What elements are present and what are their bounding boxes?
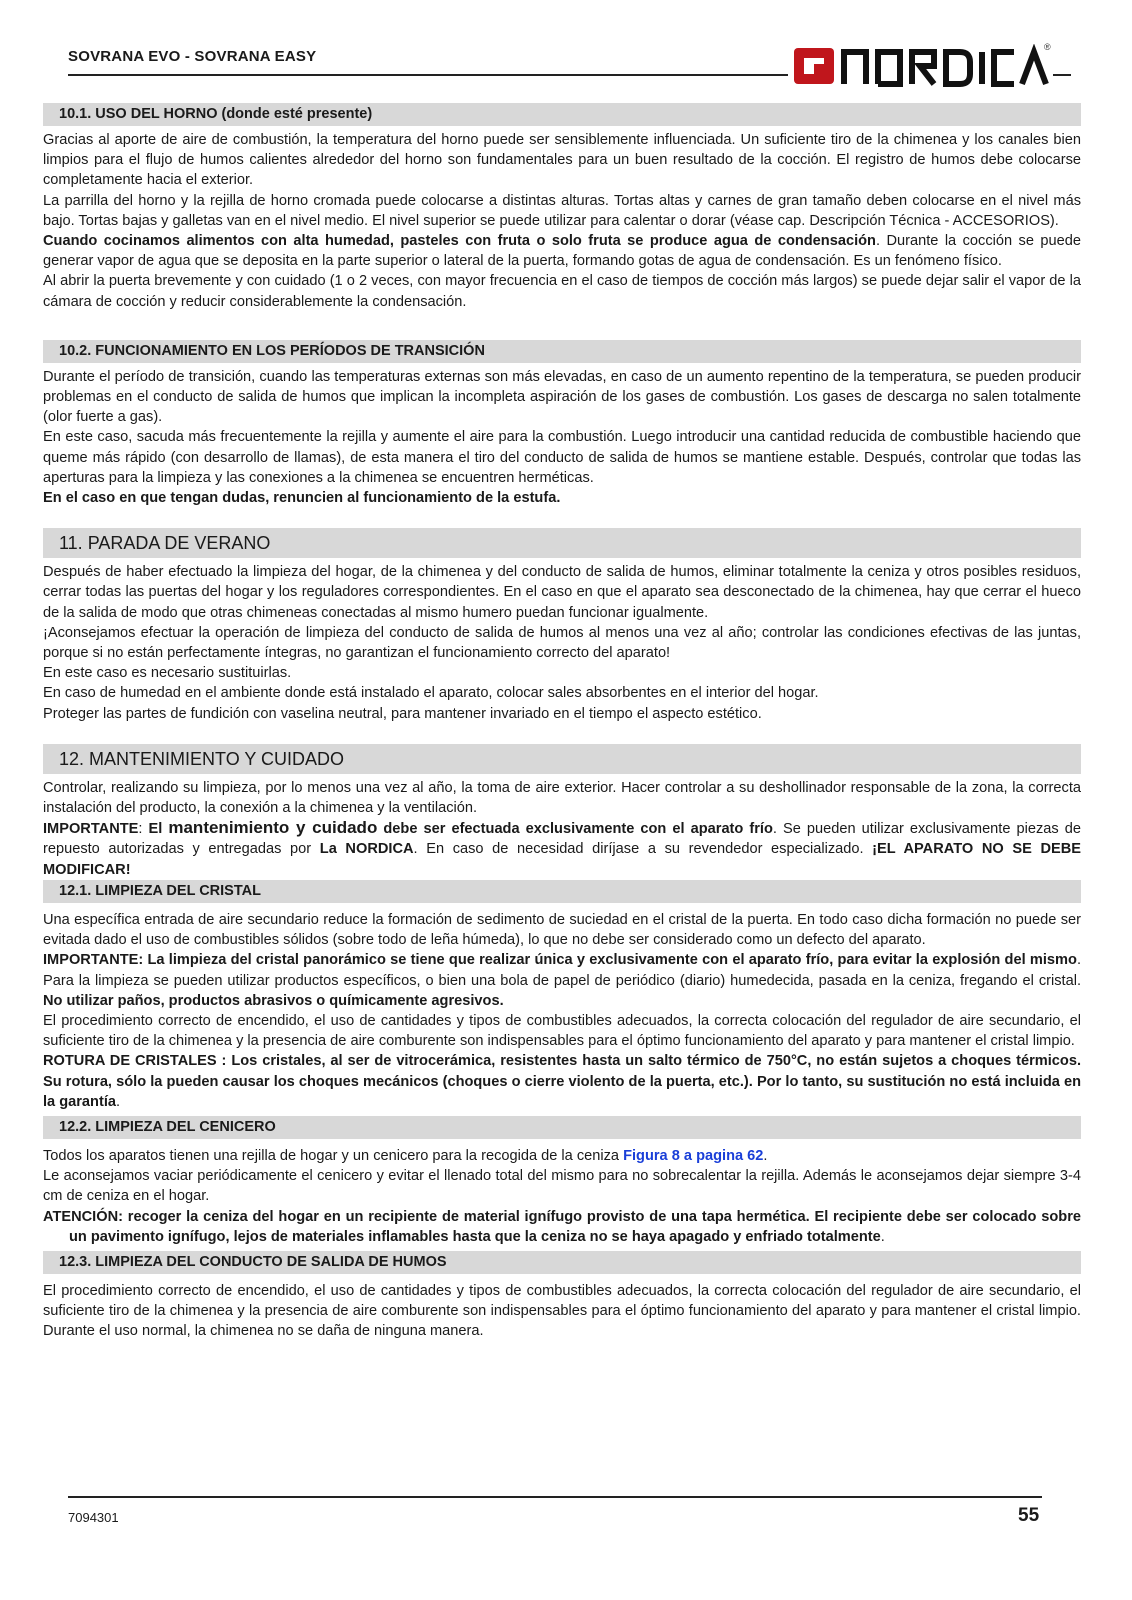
section-heading-11: 11. PARADA DE VERANO: [43, 528, 1081, 558]
paragraph: Cuando cocinamos alimentos con alta humedad, pasteles con fruta o solo fruta se produce agua de condensación. Durante la cocción se puede generar vapor de agua que se deposita en la parte superior o lateral de la puerta, formando gotas de agua de condensación. Es un fenómeno físico.: [43, 233, 1081, 270]
paragraph: En caso de humedad en el ambiente donde está instalado el aparato, colocar sales absorbentes en el interior del hogar.: [43, 685, 819, 702]
paragraph: La parrilla del horno y la rejilla de horno cromada puede colocarse a distintas alturas. Tortas altas y carnes de gran tamaño deben colocarse en el nivel más bajo. Tortas bajas y galletas van en el nivel medio. El nivel superior se puede utilizar para calentar o dorar (véase cap. Descripción Técnica - ACCESORIOS).: [43, 192, 1081, 229]
footer-rule: [68, 1496, 1042, 1498]
paragraph: Proteger las partes de fundición con vaselina neutral, para mantener invariado en el tiempo el aspecto estético.: [43, 705, 762, 722]
section-heading-12-2: 12.2. LIMPIEZA DEL CENICERO: [43, 1116, 1081, 1139]
paragraph: Le aconsejamos vaciar periódicamente el cenicero y evitar el llenado total del mismo para no sobrecalentar la rejilla. Además le aconsejamos dejar siempre 3-4 cm de ceniza en el hogar.: [43, 1168, 1081, 1205]
registered-mark: ®: [1044, 42, 1051, 52]
paragraph: Gracias al aporte de aire de combustión, la temperatura del horno puede ser sensiblemente influenciada. Un suficiente tiro de la chimenea y los canales bien limpios para el flujo de humos calientes alrededor del horno son fundamentales para un buen resultado de la cocción. El registro de humos debe colocarse completamente hacia el exterior.: [43, 132, 1081, 189]
paragraph: El procedimiento correcto de encendido, el uso de cantidades y tipos de combustibles adecuados, la correcta colocación del regulador de aire secundario, el suficiente tiro de la chimenea y la presencia de aire comburente son indispensables para el óptimo funcionamiento del aparato y para mantener el cristal limpio. Durante el uso normal, la chimenea no se daña de ninguna manera.: [43, 1282, 1081, 1340]
nordica-logo: [792, 44, 1052, 88]
section-heading-12-1: 12.1. LIMPIEZA DEL CRISTAL: [43, 880, 1081, 903]
header-rule: [68, 74, 788, 76]
paragraph: Durante el período de transición, cuando las temperaturas externas son más elevadas, en caso de un aumento repentino de la temperatura, se pueden producir problemas en el conducto de salida de humos que implican la incompleta aspiración de los gases de combustión. Los gases de descarga no salen totalmente (olor fuerte a gas).: [43, 368, 1081, 426]
document-title: SOVRANA EVO - SOVRANA EASY: [68, 48, 317, 65]
paragraph: IMPORTANTE: La limpieza del cristal panorámico se tiene que realizar única y exclusivamente con el aparato frío, para evitar la explosión del mismo. Para la limpieza se pueden utilizar productos específicos, o bien una bola de papel de periódico (diario) humedecida, pasada en la ceniza, fregando el cristal. No utilizar paños, productos abrasivos o químicamente agresivos.: [43, 952, 1081, 1009]
document-code: 7094301: [68, 1510, 119, 1525]
paragraph: En este caso es necesario sustituirlas.: [43, 665, 292, 682]
paragraph: Una específica entrada de aire secundario reduce la formación de sedimento de suciedad en el cristal de la puerta. En todo caso dicha formación no puede ser evitada dado el uso de combustibles sólidos (sobre todo de leña húmeda), lo que no debe ser considerado como un defecto del aparato.: [43, 911, 1081, 949]
paragraph: En este caso, sacuda más frecuentemente la rejilla y aumente el aire para la combustión. Luego introducir una cantidad reducida de combustible haciendo que queme más rápido (con desarrollo de llamas), de esta manera el tiro del conducto de salida de humos se mantiene estable. Después, controlar que todas las aperturas para la limpieza y las conexiones a la chimenea se encuentren herméticas.: [43, 429, 1081, 486]
section-heading-12: 12. MANTENIMIENTO Y CUIDADO: [43, 744, 1081, 774]
paragraph: Después de haber efectuado la limpieza del hogar, de la chimenea y del conducto de salida de humos, eliminar totalmente la ceniza y otros posibles residuos, cerrar todas las puertas del hogar y los reguladores correspondientes. En el caso en que el aparato sea desconectado de la chimenea, hay que cerrar el hueco de la salida de modo que otras chimeneas conectadas al mismo humero puedan funcionar igualmente.: [43, 564, 1081, 621]
page-content: [43, 103, 1081, 1342]
logo-wordmark: [844, 52, 1046, 84]
page-header: [68, 44, 1068, 94]
paragraph: Controlar, realizando su limpieza, por lo menos una vez al año, la toma de aire exterior. Hacer controlar a su deshollinador responsable de la zona, la correcta instalación del producto, la conexión a la chimenea y la ventilación.: [43, 779, 1081, 817]
paragraph: El procedimiento correcto de encendido, el uso de cantidades y tipos de combustibles adecuados, la correcta colocación del regulador de aire secundario, el suficiente tiro de la chimenea y la presencia de aire comburente son indispensables para el óptimo funcionamiento del aparato y para mantener el cristal limpio.: [43, 1012, 1081, 1050]
header-rule-right: [1053, 74, 1071, 76]
attention-paragraph: ATENCIÓN: recoger la ceniza del hogar en un recipiente de material ignífugo provisto de una tapa hermética. El recipiente debe ser colocado sobre un pavimento ignífugo, lejos de materiales inflamables hasta que la ceniza no se haya apagado y enfriado totalmente.: [43, 1208, 1081, 1245]
section-heading-10-2: 10.2. FUNCIONAMIENTO EN LOS PERÍODOS DE TRANSICIÓN: [43, 340, 1081, 363]
paragraph: IMPORTANTE: El mantenimiento y cuidado debe ser efectuada exclusivamente con el aparato frío. Se pueden utilizar exclusivamente piezas de repuesto autorizadas y entregadas por La NORDICA. En caso de necesidad diríjase a su revendedor especializado. ¡EL APARATO NO SE DEBE MODIFICAR!: [43, 818, 1081, 878]
page-number: 55: [1018, 1505, 1040, 1526]
section-heading-12-3: 12.3. LIMPIEZA DEL CONDUCTO DE SALIDA DE HUMOS: [43, 1251, 1081, 1274]
paragraph: Al abrir la puerta brevemente y con cuidado (1 o 2 veces, con mayor frecuencia en el caso de tiempos de cocción más largos) se puede dejar salir el vapor de la cámara de cocción y reducir considerablemente la condensación.: [43, 273, 1081, 310]
paragraph: ROTURA DE CRISTALES : Los cristales, al ser de vitrocerámica, resistentes hasta un salto térmico de 750°C, no están sujetos a choques térmicos. Su rotura, sólo la pueden causar los choques mecánicos (choques o cierre violento de la puerta, etc.). Por lo tanto, su sustitución no está incluida en la garantía.: [43, 1053, 1081, 1110]
section-heading-10-1: 10.1. USO DEL HORNO (donde esté presente): [43, 103, 1081, 126]
warning-paragraph: En el caso en que tengan dudas, renuncien al funcionamiento de la estufa.: [43, 490, 561, 507]
paragraph: ¡Aconsejamos efectuar la operación de limpieza del conducto de salida de humos al menos una vez al año; controlar las condiciones efectivas de las juntas, porque si no están perfectamente íntegras, no garantizan el funcionamiento correcto del aparato!: [43, 624, 1081, 662]
figure-link[interactable]: Figura 8 a pagina 62: [623, 1147, 764, 1164]
paragraph: Todos los aparatos tienen una rejilla de hogar y un cenicero para la recogida de la ceniza Figura 8 a pagina 62.: [43, 1147, 768, 1164]
